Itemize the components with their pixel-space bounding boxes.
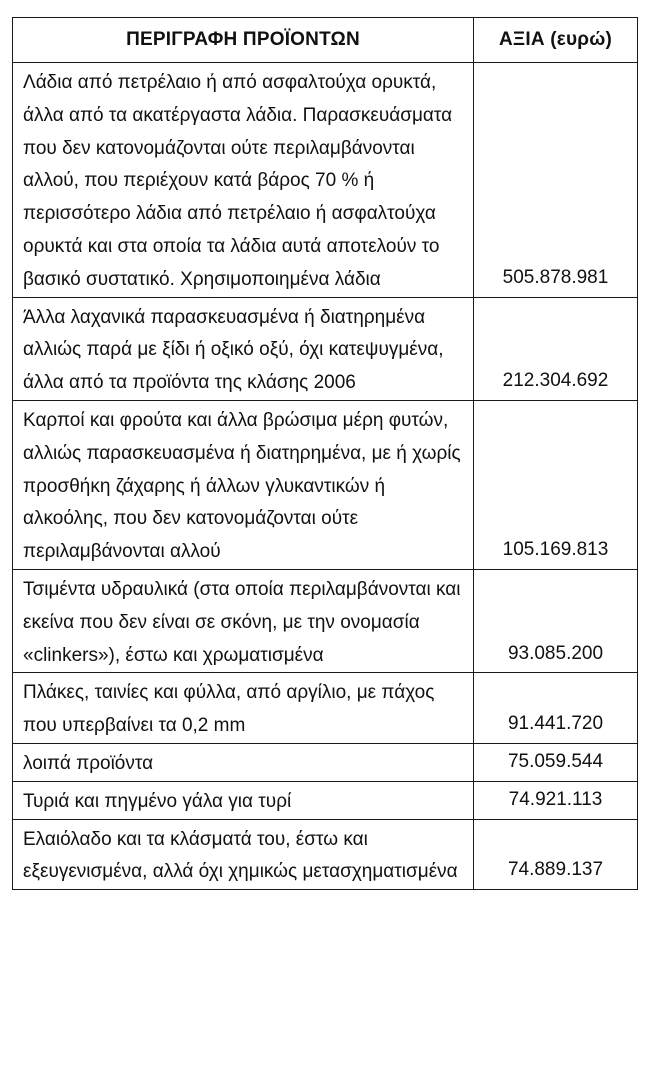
table-row	[13, 743, 638, 781]
table-row	[13, 781, 638, 819]
products-table-container	[12, 17, 637, 890]
products-table	[12, 17, 638, 890]
row-description: Καρποί και φρούτα και άλλα βρώσιμα μέρη φυτών, αλλιώς παρασκευασμένα ή διατηρημένα, με ή χωρίς προσθήκη ζάχαρης ή άλλων γλυκαντικών ή αλκοόλης, που δεν κατονομάζονται ούτε περιλαμβάνονται αλλού	[13, 400, 474, 569]
row-value: 74.921.113	[474, 781, 638, 819]
table-body	[13, 63, 638, 890]
table-row	[13, 63, 638, 298]
row-description: Τσιμέντα υδραυλικά (στα οποία περιλαμβάνονται και εκείνα που δεν είναι σε σκόνη, με την ονομασία «clinkers»), έστω και χρωματισμένα	[13, 569, 474, 672]
table-row	[13, 297, 638, 400]
table-row	[13, 569, 638, 672]
table-row	[13, 819, 638, 890]
row-value: 93.085.200	[474, 569, 638, 672]
row-description: Πλάκες, ταινίες και φύλλα, από αργίλιο, με πάχος που υπερβαίνει τα 0,2 mm	[13, 673, 474, 744]
row-description: Τυριά και πηγμένο γάλα για τυρί	[13, 781, 474, 819]
row-description: Ελαιόλαδο και τα κλάσματά του, έστω και εξευγενισμένα, αλλά όχι χημικώς μετασχηματισμένα	[13, 819, 474, 890]
header-row	[13, 18, 638, 63]
row-description: Λάδια από πετρέλαιο ή από ασφαλτούχα ορυκτά, άλλα από τα ακατέργαστα λάδια. Παρασκευάσματα που δεν κατονομάζονται ούτε περιλαμβάνονται αλλού, που περιέχουν κατά βάρος 70 % ή περισσότερο λάδια από πετρέλαιο ή ασφαλτούχα ορυκτά και στα οποία τα λάδια αυτά αποτελούν το βασικό συστατικό. Χρησιμοποιημένα λάδια	[13, 63, 474, 298]
table-row	[13, 673, 638, 744]
row-value: 91.441.720	[474, 673, 638, 744]
table-row	[13, 400, 638, 569]
row-value: 75.059.544	[474, 743, 638, 781]
row-description: Άλλα λαχανικά παρασκευασμένα ή διατηρημένα αλλιώς παρά με ξίδι ή οξικό οξύ, όχι κατεψυγμένα, άλλα από τα προϊόντα της κλάσης 2006	[13, 297, 474, 400]
row-value: 212.304.692	[474, 297, 638, 400]
row-value: 74.889.137	[474, 819, 638, 890]
row-value: 505.878.981	[474, 63, 638, 298]
row-value: 105.169.813	[474, 400, 638, 569]
header-value: ΑΞΙΑ (ευρώ)	[474, 18, 638, 63]
table-header	[13, 18, 638, 63]
row-description: λοιπά προϊόντα	[13, 743, 474, 781]
header-description: ΠΕΡΙΓΡΑΦΗ ΠΡΟΪΟΝΤΩΝ	[13, 18, 474, 63]
